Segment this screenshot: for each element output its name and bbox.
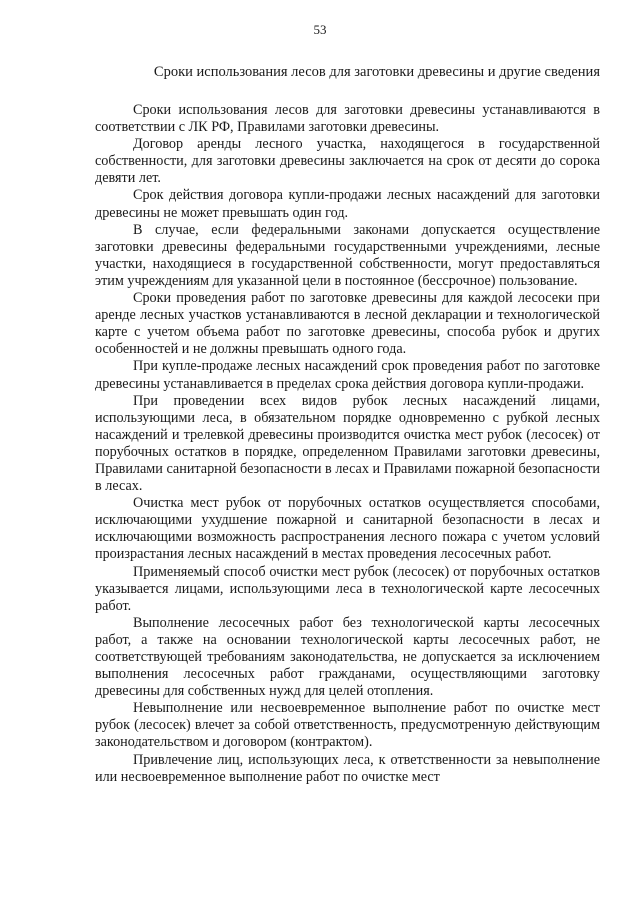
paragraph: В случае, если федеральными законами допускается осуществление заготовки древесины федеральными государственными учреждениями, лесные участки, находящиеся в государственной собственности, могут предоставляться этим учреждениям для указанной цели в постоянное (бессрочное) пользование. (95, 221, 600, 289)
page-number: 53 (313, 22, 327, 37)
paragraph: Сроки использования лесов для заготовки древесины устанавливаются в соответствии с ЛК РФ, Правилами заготовки древесины. (95, 102, 600, 136)
paragraph: При проведении всех видов рубок лесных насаждений лицами, использующими леса, в обязательном порядке одновременно с рубкой лесных насаждений и трелевкой древесины производится очистка мест рубок (лесосек) от порубочных остатков в порядке, определенном Правилами заготовки древесины, Правилами санитарной безопасности в лесах и Правилами пожарной безопасности в лесах. (95, 392, 600, 495)
paragraph: Срок действия договора купли-продажи лесных насаждений для заготовки древесины не может превышать один год. (95, 187, 600, 221)
paragraph: При купле-продаже лесных насаждений срок проведения работ по заготовке древесины устанавливается в пределах срока действия договора купли-продажи. (95, 358, 600, 392)
paragraph: Сроки проведения работ по заготовке древесины для каждой лесосеки при аренде лесных участков устанавливаются в лесной декларации и технологической карте с учетом объема работ по заготовке древесины, способа рубок и других особенностей и не должны превышать одного года. (95, 290, 600, 358)
paragraph: Привлечение лиц, использующих леса, к ответственности за невыполнение или несвоевременное выполнение работ по очистке мест (95, 751, 600, 785)
paragraph: Применяемый способ очистки мест рубок (лесосек) от порубочных остатков указывается лицами, использующими леса в технологической карте лесосечных работ. (95, 563, 600, 614)
paragraph: Договор аренды лесного участка, находящегося в государственной собственности, для заготовки древесины заключается на срок от десяти до сорока девяти лет. (95, 136, 600, 187)
paragraph: Невыполнение или несвоевременное выполнение работ по очистке мест рубок (лесосек) влечет за собой ответственность, предусмотренную действующим законодательством и договором (контрактом). (95, 700, 600, 751)
document-body (95, 102, 600, 786)
paragraph: Выполнение лесосечных работ без технологической карты лесосечных работ, а также на основании технологической карты лесосечных работ, не соответствующей требованиям законодательства, не допускается за исключением выполнения лесосечных работ гражданами, осуществляющими заготовку древесины для собственных нужд для целей отопления. (95, 614, 600, 700)
paragraph: Очистка мест рубок от порубочных остатков осуществляется способами, исключающими ухудшение пожарной и санитарной безопасности в лесах и исключающими возможность распространения лесного пожара с учетом условий произрастания лесных насаждений в местах проведения лесосечных работ. (95, 495, 600, 563)
section-heading: Сроки использования лесов для заготовки древесины и другие сведения (153, 64, 600, 80)
